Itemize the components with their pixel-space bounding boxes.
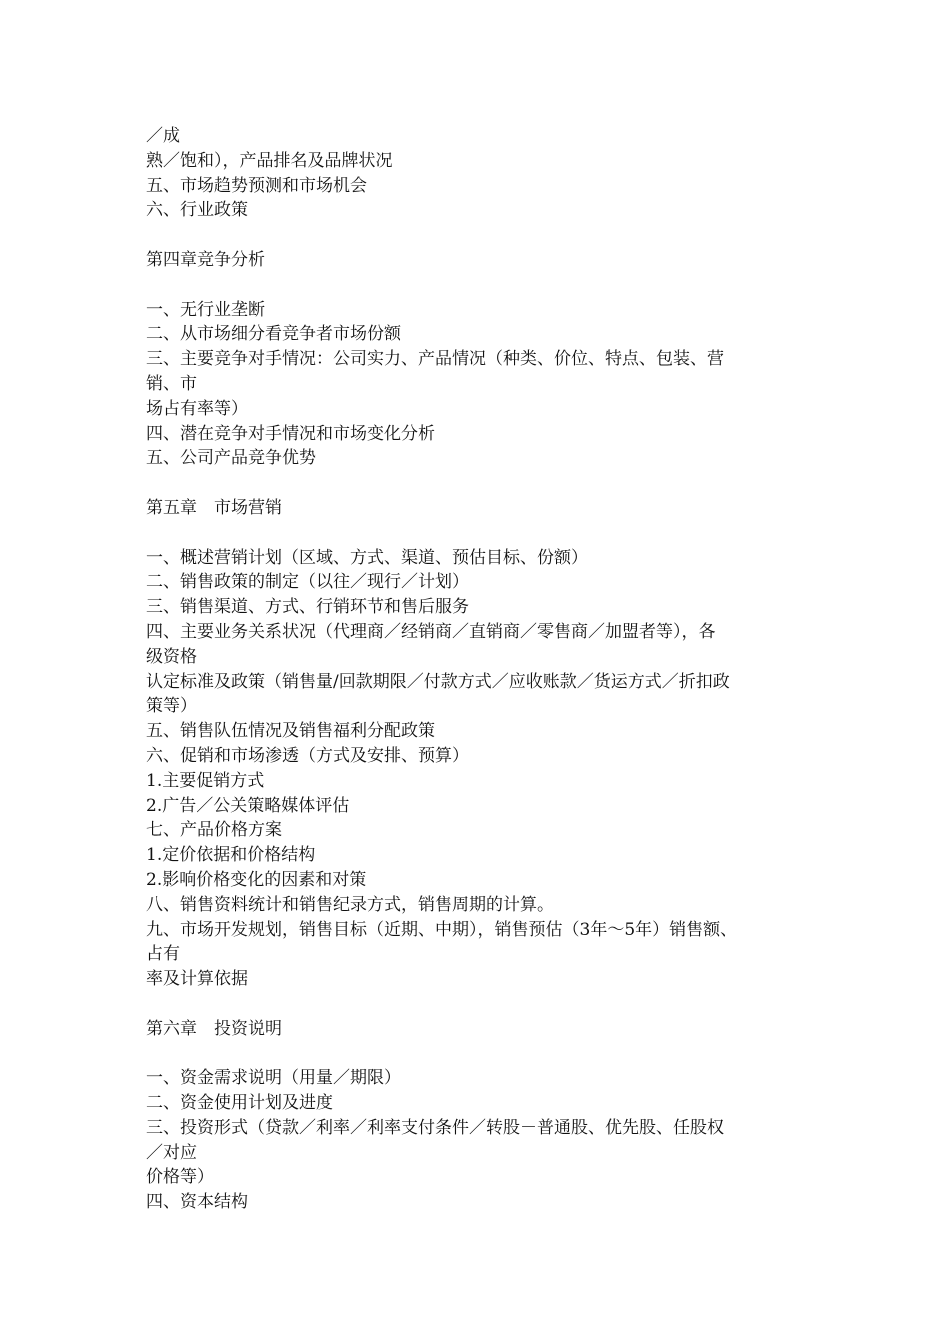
text-line: 2.广告／公关策略媒体评估	[146, 795, 350, 816]
text-line: 熟／饱和），产品排名及品牌状况	[146, 150, 393, 171]
text-line: 四、资本结构	[146, 1192, 248, 1213]
chapter-heading: 第四章竞争分析	[146, 249, 265, 270]
blank-line	[146, 273, 826, 298]
blank-line	[146, 992, 826, 1017]
text-line: 率及计算依据	[146, 969, 248, 990]
text-line: 一、概述营销计划（区域、方式、渠道、预估目标、份额）	[146, 547, 588, 568]
text-line: 六、行业政策	[146, 200, 248, 221]
text-line: 三、主要竞争对手情况：公司实力、产品情况（种类、价位、特点、包装、营	[146, 349, 724, 370]
text-line: 1.定价依据和价格结构	[146, 845, 316, 866]
text-line: 场占有率等）	[146, 398, 248, 419]
text-line: 销、市	[146, 373, 197, 394]
text-line: 占有	[146, 944, 180, 965]
text-line: 价格等）	[146, 1167, 214, 1188]
text-line: 1.主要促销方式	[146, 770, 265, 791]
blank-line	[146, 223, 826, 248]
blank-line	[146, 1041, 826, 1066]
text-line: 九、市场开发规划，销售目标（近期、中期），销售预估（3年～5年）销售额、	[146, 919, 738, 940]
text-line: 二、从市场细分看竞争者市场份额	[146, 324, 401, 345]
text-line: ／成	[146, 126, 180, 146]
text-line: 一、资金需求说明（用量／期限）	[146, 1068, 401, 1089]
text-line: 四、潜在竞争对手情况和市场变化分析	[146, 423, 435, 444]
text-line: 一、无行业垄断	[146, 299, 265, 320]
text-line: 二、资金使用计划及进度	[146, 1093, 333, 1114]
chapter-heading: 第六章 投资说明	[146, 1018, 282, 1039]
text-line: 七、产品价格方案	[146, 820, 282, 841]
document-body	[146, 124, 826, 1215]
text-line: 二、销售政策的制定（以往／现行／计划）	[146, 572, 469, 593]
text-line: 2.影响价格变化的因素和对策	[146, 869, 367, 890]
text-line: 五、公司产品竞争优势	[146, 448, 316, 469]
text-line: 三、销售渠道、方式、行销环节和售后服务	[146, 597, 469, 618]
text-line: 八、销售资料统计和销售纪录方式，销售周期的计算。	[146, 894, 554, 915]
text-line: 六、促销和市场渗透（方式及安排、预算）	[146, 745, 469, 766]
blank-line	[146, 471, 826, 496]
text-line: 四、主要业务关系状况（代理商／经销商／直销商／零售商／加盟者等），各	[146, 621, 716, 642]
text-line: 五、市场趋势预测和市场机会	[146, 175, 367, 196]
text-line: 认定标准及政策（销售量/回款期限／付款方式／应收账款／货运方式／折扣政	[146, 671, 730, 692]
text-line: 策等）	[146, 696, 197, 717]
chapter-heading: 第五章 市场营销	[146, 497, 282, 518]
text-line: 三、投资形式（贷款／利率／利率支付条件／转股－普通股、优先股、任股权	[146, 1117, 724, 1138]
text-line: ／对应	[146, 1142, 197, 1163]
text-line: 级资格	[146, 646, 197, 667]
blank-line	[146, 521, 826, 546]
text-line: 五、销售队伍情况及销售福利分配政策	[146, 721, 435, 742]
